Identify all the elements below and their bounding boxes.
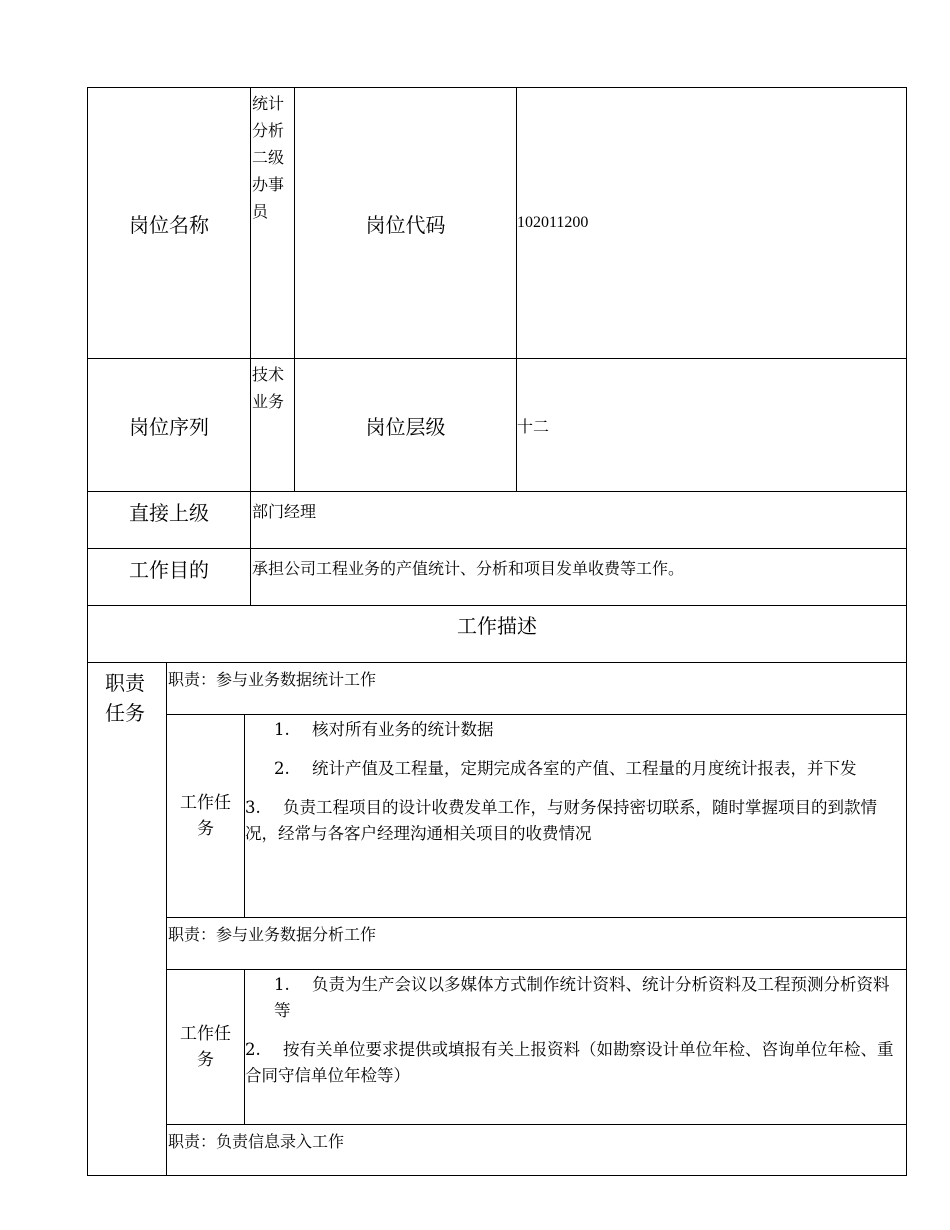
task-item: 1. 负责为生产会议以多媒体方式制作统计资料、统计分析资料及工程预测分析资料等 (274, 975, 890, 1020)
position-code-value: 102011200 (516, 88, 906, 358)
task-item: 2. 统计产值及工程量，定期完成各室的产值、工程量的月度统计报表，并下发 (274, 759, 857, 778)
duties-label: 职责任务 (88, 662, 166, 1175)
work-description-header: 工作描述 (88, 605, 906, 662)
position-sequence-value: 技术业务 (250, 358, 294, 491)
work-task-list (244, 969, 906, 1124)
work-task-label: 工作任务 (166, 714, 244, 917)
duty-title: 职责：负责信息录入工作 (166, 1124, 906, 1175)
job-description-table (87, 87, 907, 1176)
task-item: 3. 负责工程项目的设计收费发单工作，与财务保持密切联系，随时掌握项目的到款情况，经常与各客户经理沟通相关项目的收费情况 (245, 798, 877, 843)
position-sequence-label: 岗位序列 (88, 358, 250, 491)
task-item: 2. 按有关单位要求提供或填报有关上报资料（如勘察设计单位年检、咨询单位年检、重合同守信单位年检等） (245, 1040, 894, 1085)
work-task-list (244, 714, 906, 917)
position-name-value: 统计分析二级办事员 (250, 88, 294, 358)
duty-title: 职责：参与业务数据分析工作 (166, 917, 906, 969)
work-purpose-label: 工作目的 (88, 548, 250, 605)
position-code-label: 岗位代码 (294, 88, 516, 358)
direct-superior-value: 部门经理 (250, 491, 906, 548)
work-task-label: 工作任务 (166, 969, 244, 1124)
duty-title: 职责：参与业务数据统计工作 (166, 662, 906, 714)
position-level-value: 十二 (516, 358, 906, 491)
task-item: 1. 核对所有业务的统计数据 (274, 720, 494, 739)
position-name-label: 岗位名称 (129, 212, 209, 237)
direct-superior-label: 直接上级 (88, 491, 250, 548)
position-level-label: 岗位层级 (294, 358, 516, 491)
work-purpose-value: 承担公司工程业务的产值统计、分析和项目发单收费等工作。 (250, 548, 906, 605)
